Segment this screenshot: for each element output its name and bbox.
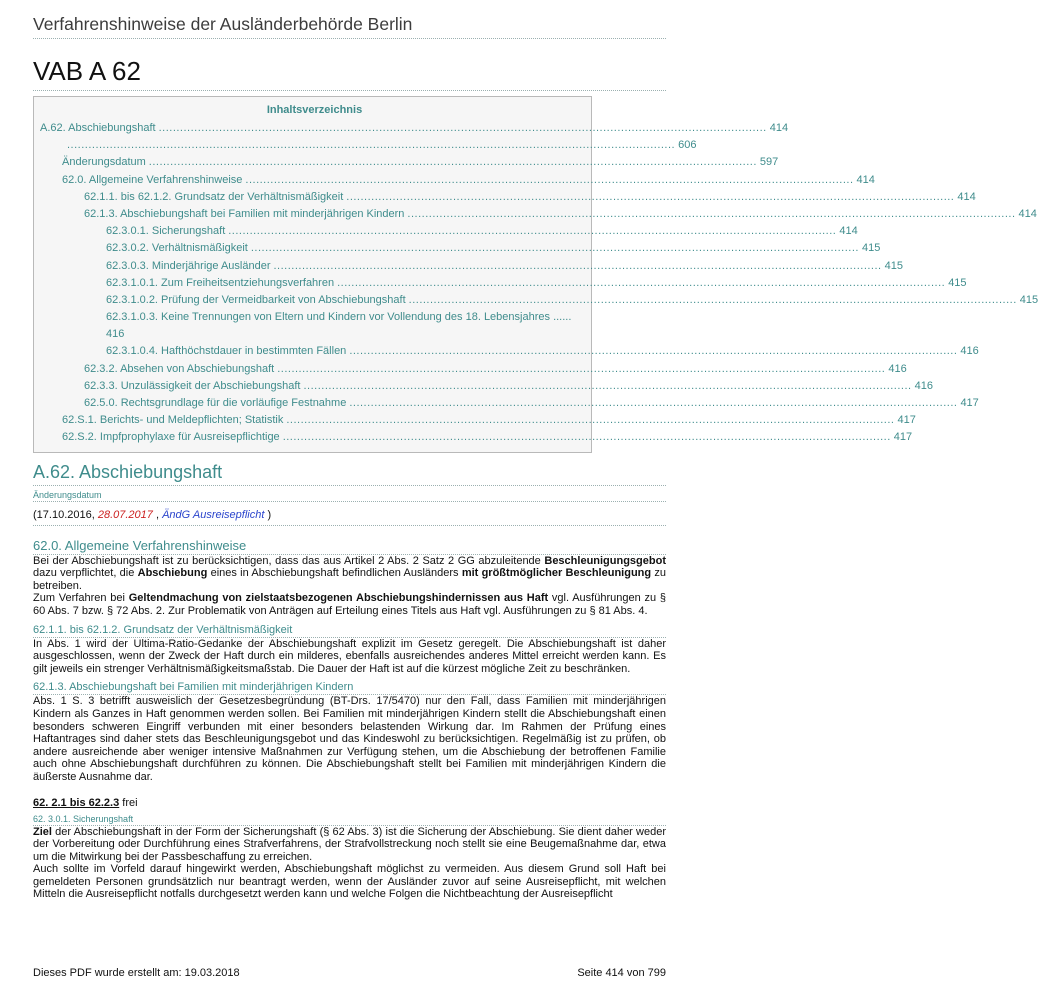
section-divider [33,485,666,486]
running-header: Verfahrenshinweise der Ausländerbehörde Berlin [33,14,413,34]
section-heading-62-0: 62.0. Allgemeine Verfahrenshinweise [33,537,247,553]
toc-leader: ........................................................................................................................................................................... [407,207,1016,220]
text: Bei der Abschiebungshaft ist zu berücksichtigen, dass das aus Artikel 2 Abs. 2 Satz 2 GG abzuleitende [33,554,545,567]
toc-leader: ........................................................................................................................................................................... [273,259,882,272]
paragraph: Abs. 1 S. 3 betrifft ausweislich der Gesetzesbegründung (BT-Drs. 17/5470) nur den Fall, dass Familien mit minderjährigen Kindern als Ganzes in Haft genommen werden sollen. Bei Familien mit minderjährigen Kindern stellt die Abschiebungshaft einen besonders schweren Eingriff verbunden mit einer besonders belastenden Wirkung dar. Im Rahmen der Prüfung eines Haftantrages sind daher stets das Beschleunigungsgebot und das Kindeswohl zu berücksichtigen. Regelmäßig ist zu prüfen, ob andere ausreichende aber weniger intensive Maßnahmen zur Verfügung stehen, um die Abschiebung der betroffenen Familie auch ohne Abschiebungshaft durchführen zu können. Die Abschiebungshaft stellt bei Familien mit minderjährigen Kindern die äußerste Ausnahme dar. [33,695,666,783]
toc-entry-label: 62.1.3. Abschiebungshaft bei Familien mit minderjährigen Kindern [84,207,405,220]
footer-created: Dieses PDF wurde erstellt am: 19.03.2018 [33,967,240,979]
toc-entry-page: 415 [1019,293,1038,306]
toc-entry-label: 62.3.3. Unzulässigkeit der Abschiebungshaft [84,379,301,392]
toc-entry-label: A.62. Abschiebungshaft [40,122,156,134]
toc-entry-label: 62.3.2. Absehen von Abschiebungshaft [84,362,275,375]
footer-page-number: Seite 414 von 799 [577,967,666,979]
toc-leader: ........................................................................................................................................................................... [228,225,837,238]
change-law-link[interactable]: ÄndG Ausreisepflicht [162,508,265,521]
document-title: VAB A 62 [33,56,141,86]
frei-text: frei [119,796,138,809]
emphasis: mit größtmöglicher Beschleunigung [461,567,652,580]
toc-entry-label: 62.3.1.0.4. Hafthöchstdauer in bestimmten Fällen [106,345,347,358]
toc-entry-page: 416 [914,379,933,392]
paragraph: In Abs. 1 wird der Ultima-Ratio-Gedanke der Abschiebungshaft explizit im Gesetz geregelt. Die Abschiebungshaft ist daher ausgeschlossen, wenn der Zweck der Haft durch ein milderes, ebenfalls ausreichendes anderes Mittel erreicht werden kann. Es gilt jeweils ein strenger Verhältnismäßigkeitsmaßstab. Die Dauer der Haft ist auf die kürzest mögliche Zeit zu beschränken. [33,637,666,675]
text: Zum Verfahren bei [33,592,129,605]
section-divider [33,525,666,526]
text: der Abschiebungshaft in der Form der Sicherungshaft (§ 62 Abs. 3) ist die Sicherung der Abschiebung. Sie dient daher weder der Vorbereitung oder Durchführung eines Strafverfahrens, der Strafvollstreckung noch stellt sie eine Beugemaßnahme dar, etwa um die Mitwirkung bei der Passbeschaffung zu erreichen. [33,825,666,863]
change-dates [33,508,666,522]
change-date-separator: , [155,508,160,521]
toc-entry[interactable] [40,258,903,275]
text: eines in Abschiebungshaft befindlichen Ausländers [207,567,462,580]
toc-entry-page: 417 [960,397,979,410]
toc-entry[interactable] [40,275,967,292]
paragraph: Auch sollte im Vorfeld darauf hingewirkt werden, Abschiebungshaft möglichst zu vermeiden. Aus diesem Grund soll Haft bei gemeldeten Personen grundsätzlich nur beantragt werden, wenn der Ausländer zuvor auf seine Ausreisepflicht, mit welchen Mitteln die Ausreisepflicht notfalls durchgesetzt werden kann und welche Folgen die Nichtbeachtung der Ausreisepflicht [33,863,666,901]
toc-leader: ........................................................................................................................................................................... [349,397,958,410]
toc-leader: ........................................................................................................................................................................... [148,156,757,169]
toc-entry[interactable] [40,189,976,206]
toc-entry-page: 414 [769,122,789,134]
toc-entry[interactable] [40,395,979,412]
frei-note [33,796,666,810]
toc-entry-label: 62.S.1. Berichts- und Meldepflichten; Statistik [62,414,284,427]
emphasis: Geltendmachung von zielstaatsbezogenen Abschiebungshindernissen aus Haft [128,592,549,605]
change-date-2: 28.07.2017 [97,508,153,521]
toc-entry[interactable] [40,412,916,429]
toc-entry-label: 62.S.2. Impfprophylaxe für Ausreisepflichtige [62,431,280,444]
toc-entry-label: 62.3.0.1. Sicherungshaft [106,225,226,238]
toc-entry-page: 416 [888,362,907,375]
toc-entry-page: 414 [1018,207,1037,220]
toc-entry[interactable] [40,223,858,240]
toc-leader: ........................................................................................................................................................................... [408,293,1017,306]
toc-leader: ........................................................................................................................................................................... [277,362,886,375]
toc-leader: ........................................................................................................................................................................... [303,379,912,392]
toc-entry-label: 62.1.1. bis 62.1.2. Grundsatz der Verhältnismäßigkeit [84,190,344,203]
toc-entry-label: 62.3.1.0.3. Keine Trennungen von Eltern und Kindern vor Vollendung des 18. Lebensjahres [106,311,550,324]
page [33,0,1038,901]
toc-leader: ........................................................................................................................................................................... [349,345,958,358]
toc-entry-label: 62.5.0. Rechtsgrundlage für die vorläufige Festnahme [84,397,347,410]
emphasis: Ziel [33,825,52,838]
toc-entry-label: 62.3.1.0.2. Prüfung der Vermeidbarkeit von Abschiebungshaft [106,293,406,306]
toc-entry-page: 597 [759,156,779,169]
toc-entry-page: 417 [893,431,913,444]
paragraph [33,592,666,617]
section-heading-a62: A.62. Abschiebungshaft [33,461,223,482]
page-footer [33,966,666,980]
emphasis: Abschiebung [137,567,208,580]
toc-leader: ........................................................................................................................................................................... [337,276,946,289]
change-date-1: (17.10.2016, [33,508,95,521]
toc-leader: ........................................................................................................................................................................... [346,190,955,203]
toc-entry-page: 416 [106,328,125,341]
toc-entry[interactable] [40,154,779,171]
toc-entry[interactable] [40,378,933,395]
toc-leader: ........................................................................................................................................................................... [250,242,859,255]
toc-entry-page: 606 [678,139,697,152]
toc-entry-label: 62.3.0.2. Verhältnismäßigkeit [106,242,248,255]
paragraph [33,826,666,864]
aenderungsdatum-label: Änderungsdatum [33,489,102,500]
toc-entry-page: 417 [897,414,916,427]
paragraph [33,555,666,593]
toc-entry-label: 62.3.1.0.1. Zum Freiheitsentziehungsverfahren [106,276,335,289]
toc-entry-label: 62.0. Allgemeine Verfahrenshinweise [62,173,243,186]
toc-entry[interactable] [40,309,589,343]
change-date-close: ) [267,508,272,521]
emphasis: Beschleunigungsgebot [544,554,666,567]
section-heading-62-1-1: 62.1.1. bis 62.1.2. Grundsatz der Verhältnismäßigkeit [33,623,293,636]
text: vgl. Ausführungen zu § 60 Abs. 7 bzw. § 72 Abs. 2. Zur Problematik von Anträgen auf Erteilung eines Titels aus Haft vgl. Ausführungen zu § 81 Abs. 4. [33,592,666,617]
toc-entry[interactable] [40,361,907,378]
frei-range: 62. 2.1 bis 62.2.3 [33,796,120,809]
toc-leader: ........................................................................................................................................................................... [282,431,891,444]
toc-entry[interactable] [40,206,1037,223]
toc-entry[interactable] [40,292,1038,309]
table-of-contents [33,96,1038,453]
toc-title: Inhaltsverzeichnis [266,104,363,116]
toc-entry-page: 414 [856,173,875,186]
section-heading-62-3-0-1: 62. 3.0.1. Sicherungshaft [33,813,134,824]
title-divider [33,90,666,91]
toc-entry[interactable] [40,120,789,137]
toc-leader: ........................................................................................................................................................................... [67,139,676,152]
header-divider [33,38,666,39]
toc-entry-page: 416 [960,345,979,358]
toc-entry[interactable] [40,172,875,189]
toc-entry[interactable] [40,343,979,360]
toc-entry[interactable] [40,240,881,257]
text: dazu verpflichtet, die [33,567,138,580]
toc-entry-label: 62.3.0.3. Minderjährige Ausländer [106,259,271,272]
toc-entry-label: Änderungsdatum [62,156,146,169]
toc-leader: ........................................................................................................................................................................... [286,414,895,427]
toc-entry-page: 414 [957,190,976,203]
toc-entry-page: 414 [839,225,858,238]
toc-leader: ...... [553,311,572,324]
section-divider [33,501,666,502]
toc-entry-page: 415 [948,276,967,289]
toc-entry[interactable] [40,137,697,154]
toc-leader: ........................................................................................................................................................................... [158,122,767,134]
toc-entry-page: 415 [884,259,903,272]
toc-leader: ........................................................................................................................................................................... [245,173,854,186]
text: zu betreiben. [33,567,667,592]
section-heading-62-1-3: 62.1.3. Abschiebungshaft bei Familien mit minderjährigen Kindern [33,681,354,694]
toc-entry-page: 415 [861,242,881,255]
toc-entry[interactable] [40,429,913,446]
